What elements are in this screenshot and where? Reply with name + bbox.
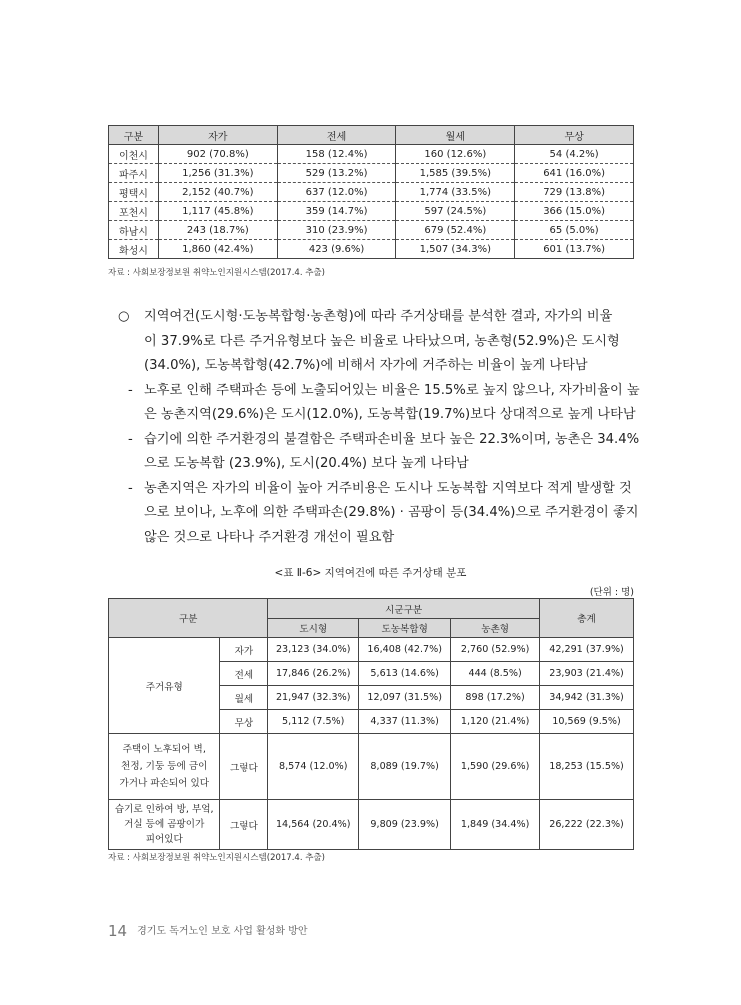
city-cell: 14,564 (20.4%) [268, 800, 359, 850]
city-cell: 8,574 (12.0%) [268, 734, 359, 800]
city-name: 이천시 [109, 145, 159, 164]
free-cell: 366 (15.0%) [515, 202, 634, 221]
text-line: 은 농촌지역(29.6%)은 도시(12.0%), 도농복합(19.7%)보다 상대적으로 높게 나타남 [144, 407, 636, 422]
rural-cell: 1,120 (21.4%) [451, 710, 540, 734]
total-cell: 18,253 (15.5%) [540, 734, 634, 800]
bullet-circle: ○ [118, 309, 130, 324]
own-cell: 2,152 (40.7%) [158, 183, 277, 202]
header-monthly: 월세 [396, 126, 515, 145]
city-cell: 5,112 (7.5%) [268, 710, 359, 734]
text-line: (34.0%), 도농복합형(42.7%)에 비해서 자가에 거주하는 비율이 높게 나타남 [144, 358, 588, 373]
header-city: 도시형 [268, 619, 359, 638]
table-row [109, 734, 634, 800]
free-cell: 601 (13.7%) [515, 240, 634, 259]
table-row [109, 183, 634, 202]
header-free: 무상 [515, 126, 634, 145]
city-name: 화성시 [109, 240, 159, 259]
total-cell: 10,569 (9.5%) [540, 710, 634, 734]
table-header-row [109, 599, 634, 619]
jeonse-cell: 310 (23.9%) [277, 221, 396, 240]
text-line: 으로 보이나, 노후에 의한 주택파손(29.8%) · 곰팡이 등(34.4%)으로 주거환경이 좋지 [144, 505, 639, 520]
label-line: 피어있다 [145, 834, 183, 845]
jeonse-cell: 529 (13.2%) [277, 164, 396, 183]
type-cell: 무상 [220, 710, 268, 734]
text-line: 습기에 의한 주거환경의 불결함은 주택파손비율 보다 높은 22.3%이며, 농촌은 34.4% [144, 431, 640, 447]
text-line: 노후로 인해 주택파손 등에 노출되어있는 비율은 15.5%로 높지 않으나, 자가비율이 높 [144, 382, 640, 398]
free-cell: 54 (4.2%) [515, 145, 634, 164]
paragraph-line [118, 354, 638, 379]
table-row [109, 240, 634, 259]
monthly-cell: 1,585 (39.5%) [396, 164, 515, 183]
monthly-cell: 597 (24.5%) [396, 202, 515, 221]
table2-caption: <표 Ⅱ-6> 지역여건에 따른 주거상태 분포 [274, 567, 467, 579]
mixed-cell: 8,089 (19.7%) [359, 734, 451, 800]
own-cell: 1,117 (45.8%) [158, 202, 277, 221]
city-cell: 21,947 (32.3%) [268, 686, 359, 710]
type-cell: 자가 [220, 638, 268, 662]
label-line: 천정, 기둥 등에 금이 [121, 761, 208, 772]
own-cell: 243 (18.7%) [158, 221, 277, 240]
paragraph-line [118, 452, 638, 477]
mixed-cell: 12,097 (31.5%) [359, 686, 451, 710]
monthly-cell: 1,507 (34.3%) [396, 240, 515, 259]
housing-type-label: 주거유형 [109, 638, 220, 734]
table-row [109, 202, 634, 221]
table2-source-note: 자료 : 사회보장정보원 취약노인지원시스템(2017.4. 추출) [108, 853, 325, 863]
bullet-dash: - [128, 382, 133, 398]
header-own: 자가 [158, 126, 277, 145]
rural-cell: 1,849 (34.4%) [451, 800, 540, 850]
table-row [109, 145, 634, 164]
damage-label [109, 734, 220, 800]
bullet-dash: - [128, 480, 133, 496]
paragraph-line [118, 526, 638, 551]
header-total: 총계 [540, 599, 634, 638]
text-line: 않은 것으로 나타나 주거환경 개선이 필요함 [144, 529, 395, 545]
city-name: 파주시 [109, 164, 159, 183]
region-housing-table [108, 125, 634, 259]
paragraph-line [118, 501, 638, 526]
paragraph-line [118, 330, 638, 355]
paragraph-line [118, 379, 638, 404]
jeonse-cell: 158 (12.4%) [277, 145, 396, 164]
label-line: 습기로 인하여 방, 부엌, [114, 804, 214, 815]
header-jeonse: 전세 [277, 126, 396, 145]
own-cell: 1,860 (42.4%) [158, 240, 277, 259]
paragraph-line [118, 305, 638, 330]
book-title: 경기도 독거노인 보호 사업 활성화 방안 [137, 926, 308, 937]
jeonse-cell: 637 (12.0%) [277, 183, 396, 202]
rural-cell: 2,760 (52.9%) [451, 638, 540, 662]
bullet-dash: - [128, 431, 133, 447]
mixed-cell: 4,337 (11.3%) [359, 710, 451, 734]
total-cell: 23,903 (21.4%) [540, 662, 634, 686]
own-cell: 902 (70.8%) [158, 145, 277, 164]
city-name: 평택시 [109, 183, 159, 202]
text-line: 이 37.9%로 다른 주거유형보다 높은 비율로 나타났으며, 농촌형(52.9%)은 도시형 [144, 333, 620, 349]
own-cell: 1,256 (31.3%) [158, 164, 277, 183]
table-row [109, 638, 634, 662]
rural-cell: 444 (8.5%) [451, 662, 540, 686]
paragraph-line [118, 403, 638, 428]
free-cell: 729 (13.8%) [515, 183, 634, 202]
header-rural: 농촌형 [451, 619, 540, 638]
total-cell: 34,942 (31.3%) [540, 686, 634, 710]
type-cell: 월세 [220, 686, 268, 710]
total-cell: 42,291 (37.9%) [540, 638, 634, 662]
city-name: 포천시 [109, 202, 159, 221]
rural-cell: 898 (17.2%) [451, 686, 540, 710]
free-cell: 65 (5.0%) [515, 221, 634, 240]
jeonse-cell: 423 (9.6%) [277, 240, 396, 259]
total-cell: 26,222 (22.3%) [540, 800, 634, 850]
table-row [109, 800, 634, 850]
answer-cell: 그렇다 [220, 734, 268, 800]
paragraph-line [118, 477, 638, 502]
page-footer [108, 922, 308, 940]
paragraph-line [118, 428, 638, 453]
text-line: 으로 도농복합 (23.9%), 도시(20.4%) 보다 높게 나타남 [144, 456, 469, 471]
table1-source-note: 자료 : 사회보장정보원 취약노인지원시스템(2017.4. 추출) [108, 268, 325, 278]
text-line: 지역여건(도시형·도농복합형·농촌형)에 따라 주거상태를 분석한 결과, 자가의 비율 [144, 309, 613, 324]
housing-status-table [108, 598, 634, 850]
mixed-cell: 5,613 (14.6%) [359, 662, 451, 686]
mixed-cell: 9,809 (23.9%) [359, 800, 451, 850]
text-line: 농촌지역은 자가의 비율이 높아 거주비용은 도시나 도농복합 지역보다 적게 발생할 것 [144, 480, 632, 496]
type-cell: 전세 [220, 662, 268, 686]
unit-label: (단위 : 명) [589, 587, 634, 598]
header-sigun: 시군구분 [268, 599, 540, 619]
table-row [109, 164, 634, 183]
monthly-cell: 160 (12.6%) [396, 145, 515, 164]
jeonse-cell: 359 (14.7%) [277, 202, 396, 221]
monthly-cell: 679 (52.4%) [396, 221, 515, 240]
answer-cell: 그렇다 [220, 800, 268, 850]
rural-cell: 1,590 (29.6%) [451, 734, 540, 800]
mixed-cell: 16,408 (42.7%) [359, 638, 451, 662]
label-line: 거실 등에 곰팡이가 [124, 819, 205, 830]
header-group: 구분 [109, 599, 268, 638]
page-number: 14 [108, 922, 128, 940]
table-row [109, 221, 634, 240]
label-line: 주택이 노후되어 벽, [122, 744, 206, 755]
city-cell: 17,846 (26.2%) [268, 662, 359, 686]
header-group: 구분 [109, 126, 159, 145]
label-line: 가거나 파손되어 있다 [119, 778, 209, 789]
analysis-text [118, 305, 638, 550]
mold-label [109, 800, 220, 850]
city-cell: 23,123 (34.0%) [268, 638, 359, 662]
free-cell: 641 (16.0%) [515, 164, 634, 183]
header-mixed: 도농복합형 [359, 619, 451, 638]
city-name: 하남시 [109, 221, 159, 240]
table-header-row [109, 126, 634, 145]
monthly-cell: 1,774 (33.5%) [396, 183, 515, 202]
